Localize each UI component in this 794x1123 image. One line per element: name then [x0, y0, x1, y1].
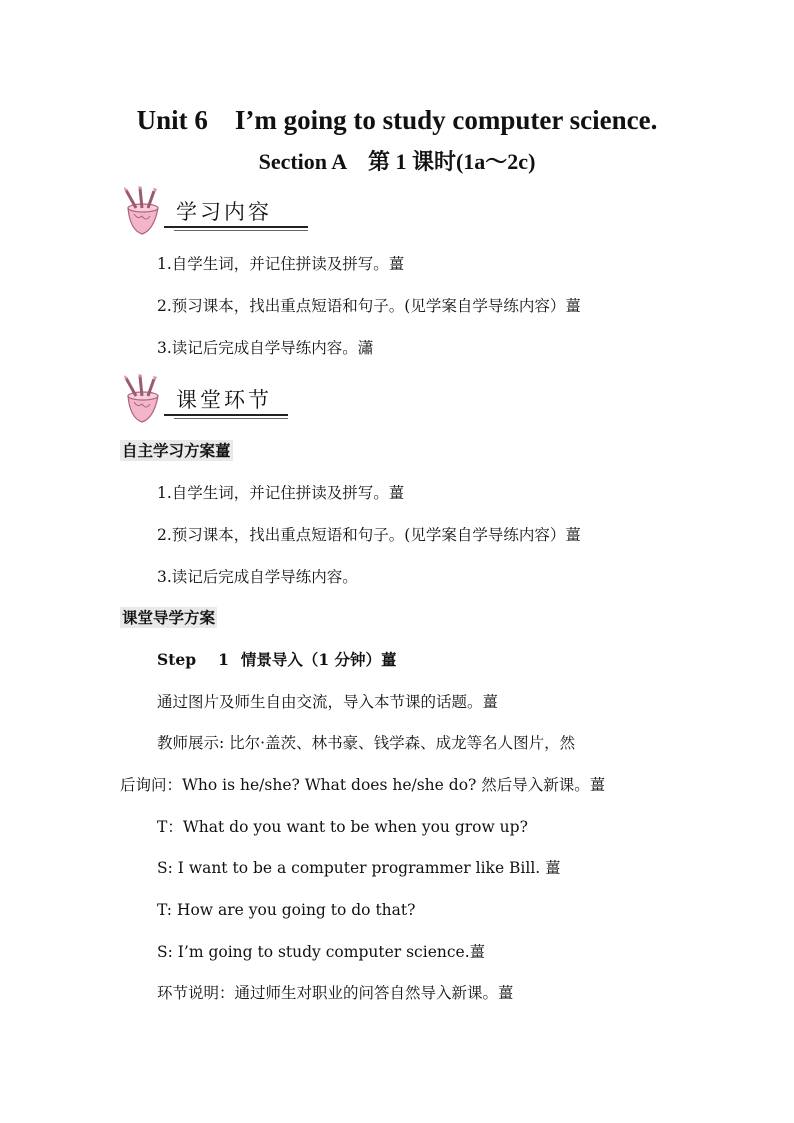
self-study-item: 1.自学生词，并记住拼读及拼写。薑 — [157, 484, 405, 502]
dialogue-line: S: I want to be a computer programmer like Bill. 薑 — [157, 859, 561, 877]
pencil-cup-icon — [118, 186, 174, 238]
dialogue-line: T：What do you want to be when you grow up? — [157, 818, 528, 836]
class-session-banner — [118, 374, 288, 424]
learning-item: 1.自学生词，并记住拼读及拼写。薑 — [157, 255, 405, 273]
banner-underline-thin — [174, 418, 288, 419]
section-subtitle: Section A 第 1 课时(1a～2c) — [258, 149, 536, 174]
guide-heading: 课堂导学方案 — [122, 608, 216, 627]
learning-item: 2.预习课本，找出重点短语和句子。(见学案自学导练内容）薑 — [157, 297, 581, 315]
paragraph: 教师展示: 比尔·盖茨、林书豪、钱学森、成龙等名人图片，然 — [157, 734, 576, 752]
banner-underline — [164, 414, 288, 416]
self-study-heading-row — [120, 441, 233, 461]
step-label: Step — [157, 650, 197, 669]
banner-label: 学习内容 — [176, 200, 272, 224]
step-title: 情景导入（1 分钟）薑 — [240, 650, 397, 669]
self-study-item: 2.预习课本，找出重点短语和句子。(见学案自学导练内容）薑 — [157, 526, 581, 544]
note: 环节说明：通过师生对职业的问答自然导入新课。薑 — [157, 984, 514, 1002]
dialogue-line: S: I’m going to study computer science.薑 — [157, 943, 486, 961]
pencil-cup-icon — [118, 374, 174, 426]
learning-content-banner — [118, 186, 308, 236]
dialogue-line: T: How are you going to do that? — [157, 901, 416, 919]
step-heading — [157, 650, 397, 670]
step-number: 1 — [218, 650, 229, 669]
paragraph: 通过图片及师生自由交流，导入本节课的话题。薑 — [157, 693, 499, 711]
guide-heading-row — [120, 608, 217, 628]
self-study-item: 3.读记后完成自学导练内容。 — [157, 568, 358, 586]
banner-underline — [164, 226, 308, 228]
self-study-heading: 自主学习方案薑 — [122, 441, 231, 460]
banner-label: 课堂环节 — [176, 388, 272, 412]
paragraph: 后询问：Who is he/she? What does he/she do? 然后导入新课。薑 — [120, 776, 606, 794]
unit-title: Unit 6 I’m going to study computer science. — [136, 105, 658, 135]
learning-item: 3.读记后完成自学导练内容。瀟 — [157, 339, 374, 357]
banner-underline-thin — [174, 230, 308, 231]
